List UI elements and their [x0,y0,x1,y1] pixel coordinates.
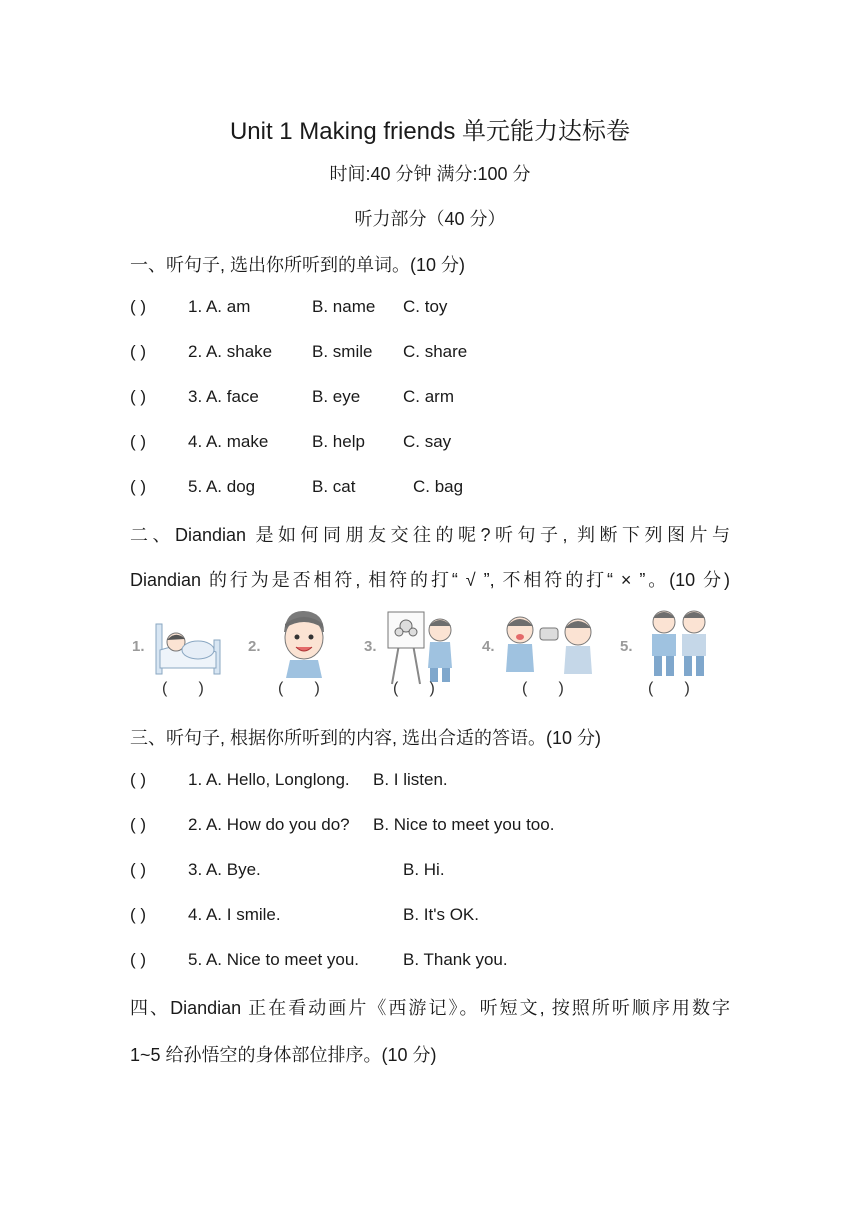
picture-2-answer-blank[interactable]: ( ) [278,680,320,697]
option-b: B. I listen. [373,770,448,789]
picture-4 [482,606,612,682]
answer-blank[interactable]: ( ) [130,860,147,879]
page-title: Unit 1 Making friends 单元能力达标卷 [229,118,631,145]
answer-blank[interactable]: ( ) [130,297,147,316]
section3-question-4 [130,905,750,929]
option-a: 4. A. I smile. [188,905,281,924]
sharing-kids-illustration [500,606,612,682]
picture-3 [364,606,464,686]
picture-5 [620,606,730,686]
option-b: B. Hi. [403,860,445,879]
option-a: 2. A. shake [188,342,273,361]
section3-question-1 [130,770,750,794]
option-a: 1. A. Hello, Longlong. [188,770,350,789]
option-b: B. eye [312,387,361,406]
answer-blank[interactable]: ( ) [130,387,147,406]
section1-question-3 [130,387,750,411]
option-b: B. name [312,297,376,316]
section4-heading-line1: 四、Diandian 正在看动画片《西游记》。听短文, 按照所听顺序用数字 [130,998,730,1018]
two-boys-illustration [640,606,720,678]
section1-question-5 [130,477,750,501]
time-info: 时间:40 分钟 满分:100 分 [329,164,531,184]
section3-question-5 [130,950,750,974]
section1-heading: 一、听句子, 选出你所听到的单词。(10 分) [130,255,466,275]
answer-blank[interactable]: ( ) [130,477,147,496]
picture-number: 2. [248,638,261,655]
picture-1-answer-blank[interactable]: ( ) [162,680,204,697]
picture-2 [248,606,348,678]
picture-5-answer-blank[interactable]: ( ) [648,680,690,697]
option-b: B. help [312,432,365,451]
option-a: 5. A. dog [188,477,256,496]
sleeping-boy-illustration [150,606,230,678]
answer-blank[interactable]: ( ) [130,342,147,361]
option-a: 2. A. How do you do? [188,815,350,834]
option-a: 5. A. Nice to meet you. [188,950,360,969]
answer-blank[interactable]: ( ) [130,815,147,834]
picture-number: 3. [364,638,377,655]
answer-blank[interactable]: ( ) [130,432,147,451]
section4-heading-line2: 1~5 给孙悟空的身体部位排序。(10 分) [130,1045,437,1065]
section1-question-4 [130,432,750,456]
option-b: B. Thank you. [403,950,508,969]
picture-1 [132,606,232,676]
picture-number: 5. [620,638,633,655]
answer-blank[interactable]: ( ) [130,770,147,789]
picture-3-answer-blank[interactable]: ( ) [393,680,435,697]
option-b: B. Nice to meet you too. [373,815,555,834]
answer-blank[interactable]: ( ) [130,905,147,924]
section3-question-2 [130,815,750,839]
picture-4-answer-blank[interactable]: ( ) [522,680,564,697]
listening-part-label: 听力部分（40 分） [354,209,506,229]
painting-boy-illustration [384,606,460,686]
option-a: 1. A. am [188,297,251,316]
section3-heading: 三、听句子, 根据你所听到的内容, 选出合适的答语。(10 分) [130,728,602,748]
section1-question-1 [130,297,750,321]
option-b: B. smile [312,342,373,361]
option-b: B. It's OK. [403,905,479,924]
option-c: C. bag [413,477,464,496]
answer-blank[interactable]: ( ) [130,950,147,969]
section2-heading-line1: 二、Diandian 是如何同朋友交往的呢?听句子, 判断下列图片与 [130,525,730,545]
option-a: 3. A. Bye. [188,860,261,879]
option-b: B. cat [312,477,356,496]
section3-question-3 [130,860,750,884]
smiling-boy-illustration [276,606,332,678]
option-c: C. arm [403,387,454,406]
picture-number: 4. [482,638,495,655]
option-c: C. toy [403,297,448,316]
section2-heading-line2: Diandian 的行为是否相符, 相符的打“ √ ”, 不相符的打“ × ”。(10 分) [130,570,730,590]
option-a: 4. A. make [188,432,269,451]
option-a: 3. A. face [188,387,259,406]
picture-number: 1. [132,638,145,655]
option-c: C. share [403,342,468,361]
section1-question-2 [130,342,750,366]
option-c: C. say [403,432,452,451]
